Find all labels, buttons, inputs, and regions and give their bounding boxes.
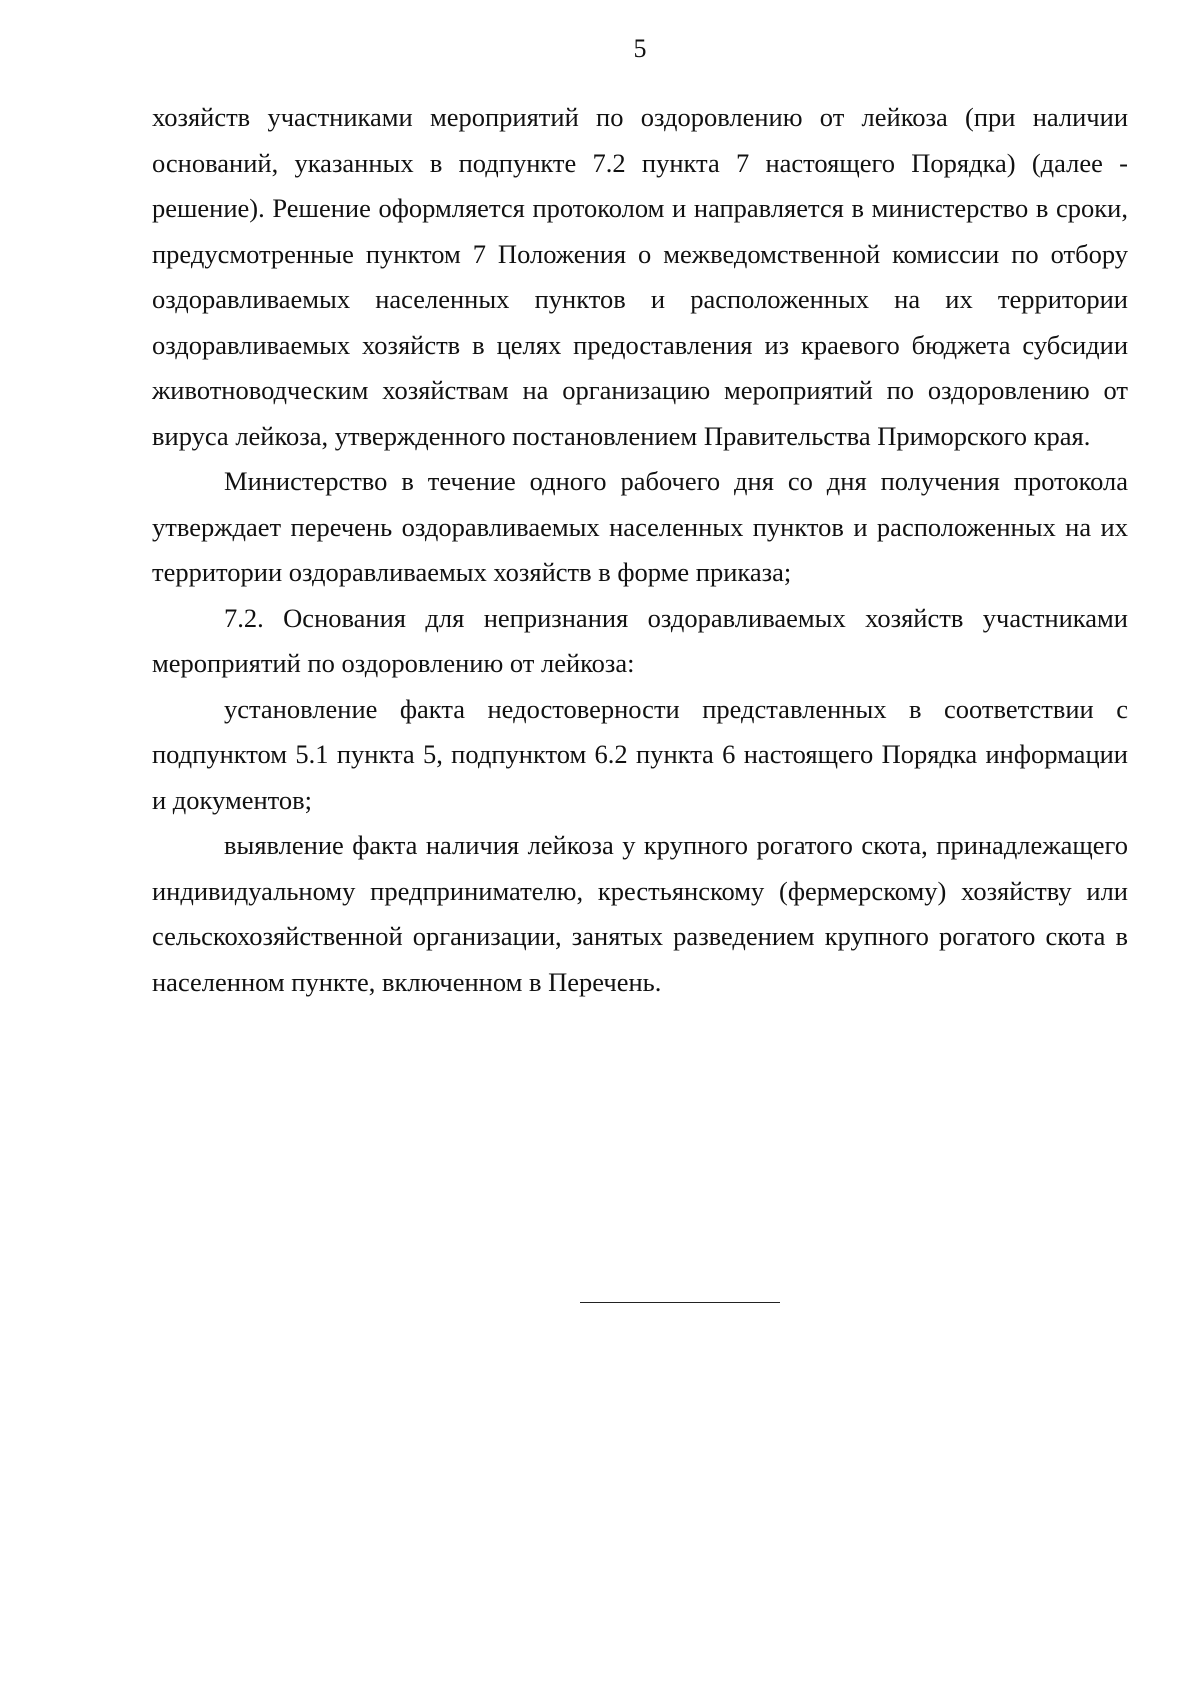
paragraph-continuation: хозяйств участниками мероприятий по оздоровлению от лейкоза (при наличии оснований, указанных в подпункте 7.2 пункта 7 настоящего Порядка) (далее - решение). Решение оформляется протоколом и направляется в министерство в сроки, предусмотренные пунктом 7 Положения о межведомственной комиссии по отбору оздоравливаемых населенных пунктов и расположенных на их территории оздоравливаемых хозяйств в целях предоставления из краевого бюджета субсидии животноводческим хозяйствам на организацию мероприятий по оздоровлению от вируса лейкоза, утвержденного постановлением Правительства Приморского края. — [152, 102, 1128, 451]
paragraph-ministry-approval: Министерство в течение одного рабочего дня со дня получения протокола утверждает перечень оздоравливаемых населенных пунктов и расположенных на их территории оздоравливаемых хозяйств в форме приказа; — [152, 466, 1128, 587]
closing-rule — [580, 1302, 780, 1303]
paragraph-section-7-2: 7.2. Основания для непризнания оздоравливаемых хозяйств участниками мероприятий по оздоровлению от лейкоза: — [152, 602, 1128, 678]
page-number: 5 — [633, 34, 647, 63]
paragraph-ground-unreliable-info: установление факта недостоверности представленных в соответствии с подпунктом 5.1 пункта 5, подпунктом 6.2 пункта 6 настоящего Порядка информации и документов; — [152, 693, 1128, 815]
paragraph-ground-leukosis-detected: выявление факта наличия лейкоза у крупного рогатого скота, принадлежащего индивидуальному предпринимателю, крестьянскому (фермерскому) хозяйству или сельскохозяйственной организации, занятых разведением крупного рогатого скота в населенном пункте, включенном в Перечень. — [152, 830, 1128, 997]
document-body — [152, 95, 1128, 1005]
